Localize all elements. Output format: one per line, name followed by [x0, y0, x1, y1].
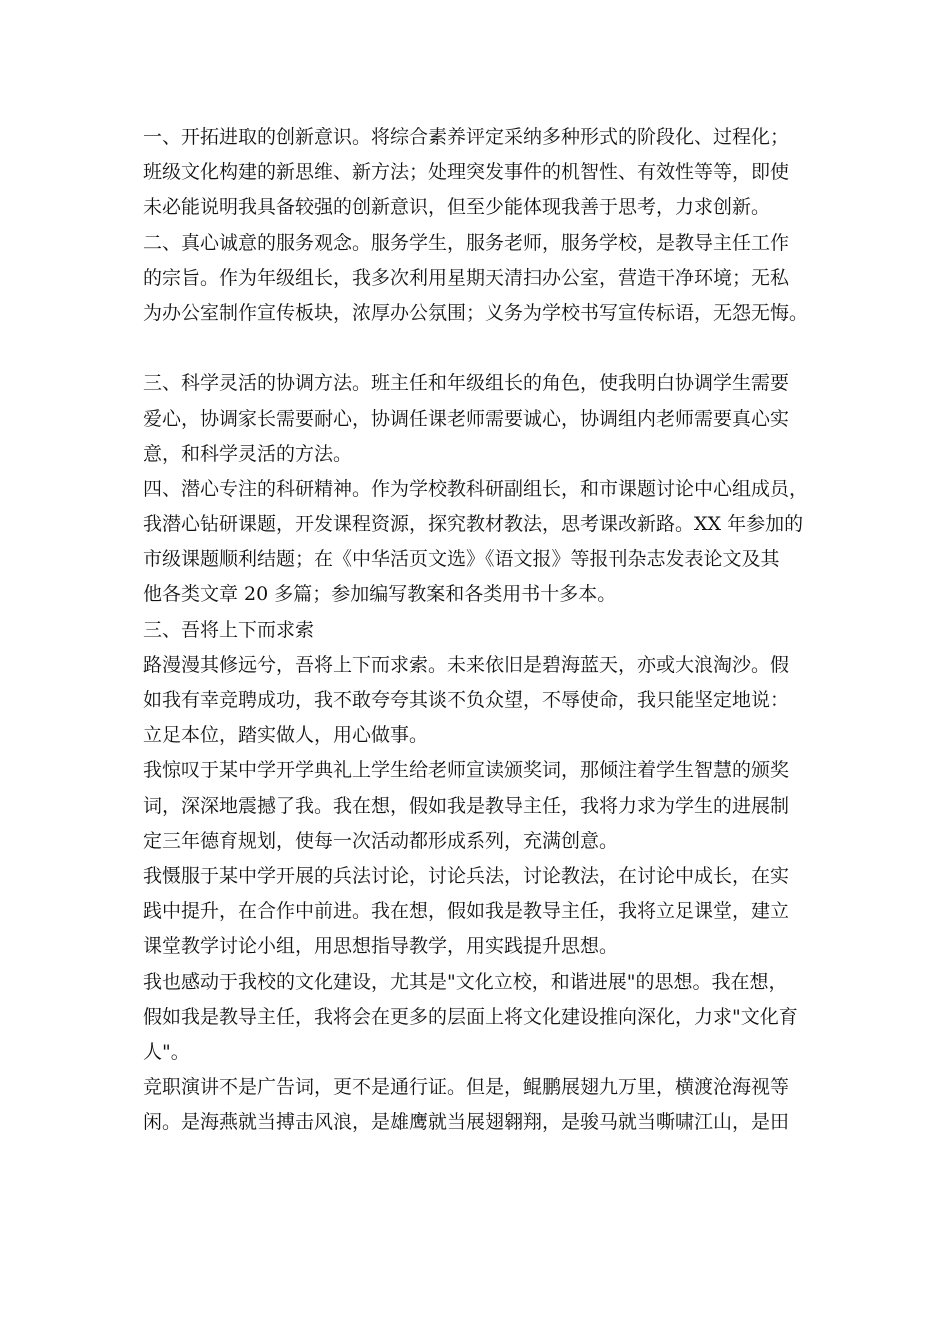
text-line: 我潜心钻研课题，开发课程资源，探究教材教法，思考课改新路。XX 年参加的: [143, 513, 804, 536]
text-line: 闲。是海燕就当搏击风浪，是雄鹰就当展翅翱翔，是骏马就当嘶啸江山，是田: [143, 1111, 790, 1134]
text-line: 定三年德育规划，使每一次活动都形成系列，充满创意。: [143, 829, 619, 852]
text-line: 竞职演讲不是广告词，更不是通行证。但是，鲲鹏展翅九万里，横渡沧海视等: [143, 1076, 790, 1099]
text-line: 我也感动于我校的文化建设，尤其是"文化立校，和谐进展"的思想。我在想，: [143, 970, 788, 993]
text-line: 一、开拓进取的创新意识。将综合素养评定采纳多种形式的阶段化、过程化；: [143, 126, 790, 148]
text-line: 四、潜心专注的科研精神。作为学校教科研副组长，和市课题讨论中心组成员，: [143, 477, 809, 500]
text-line: 他各类文章 20 多篇；参加编写教案和各类用书十多本。: [143, 583, 617, 606]
text-line: 践中提升，在合作中前进。我在想，假如我是教导主任，我将立足课堂，建立: [143, 900, 790, 923]
text-line: 的宗旨。作为年级组长，我多次利用星期天清扫办公室，营造干净环境；无私: [143, 266, 790, 289]
text-line: 课堂教学讨论小组，用思想指导教学，用实践提升思想。: [143, 935, 619, 958]
section-heading: 三、吾将上下而求索: [143, 618, 315, 641]
text-line: 爱心，协调家长需要耐心，协调任课老师需要诚心，协调组内老师需要真心实: [143, 407, 790, 430]
text-line: 假如我是教导主任，我将会在更多的层面上将文化建设推向深化，力求"文化育: [143, 1005, 798, 1028]
text-line: 未必能说明我具备较强的创新意识，但至少能体现我善于思考，力求创新。: [143, 196, 771, 219]
text-line: 词，深深地震撼了我。我在想，假如我是教导主任，我将力求为学生的进展制: [143, 794, 790, 817]
document-body: [143, 120, 815, 1140]
text-line: 如我有幸竞聘成功，我不敢夸夸其谈不负众望，不辱使命，我只能坚定地说：: [143, 689, 790, 711]
text-line: 三、科学灵活的协调方法。班主任和年级组长的角色，使我明白协调学生需要: [143, 372, 790, 395]
text-line: 市级课题顺利结题；在《中华活页文选》《语文报》等报刊杂志发表论文及其: [143, 548, 780, 571]
text-line: 二、真心诚意的服务观念。服务学生，服务老师，服务学校，是教导主任工作: [143, 231, 790, 254]
text-line: 班级文化构建的新思维、新方法；处理突发事件的机智性、有效性等等，即使: [143, 161, 790, 184]
text-line: 为办公室制作宣传板块，浓厚办公氛围；义务为学校书写宣传标语，无怨无悔。: [143, 301, 809, 324]
text-line: 路漫漫其修远兮，吾将上下而求索。未来依旧是碧海蓝天，亦或大浪淘沙。假: [143, 653, 790, 676]
text-line: 人"。: [143, 1040, 190, 1063]
text-line: 我惊叹于某中学开学典礼上学生给老师宣读颁奖词，那倾注着学生智慧的颁奖: [143, 759, 790, 782]
text-line: 立足本位，踏实做人，用心做事。: [143, 724, 429, 747]
text-line: 意，和科学灵活的方法。: [143, 442, 353, 465]
text-line: 我慑服于某中学开展的兵法讨论，讨论兵法，讨论教法，在讨论中成长，在实: [143, 864, 790, 887]
blank-line: [143, 331, 815, 366]
